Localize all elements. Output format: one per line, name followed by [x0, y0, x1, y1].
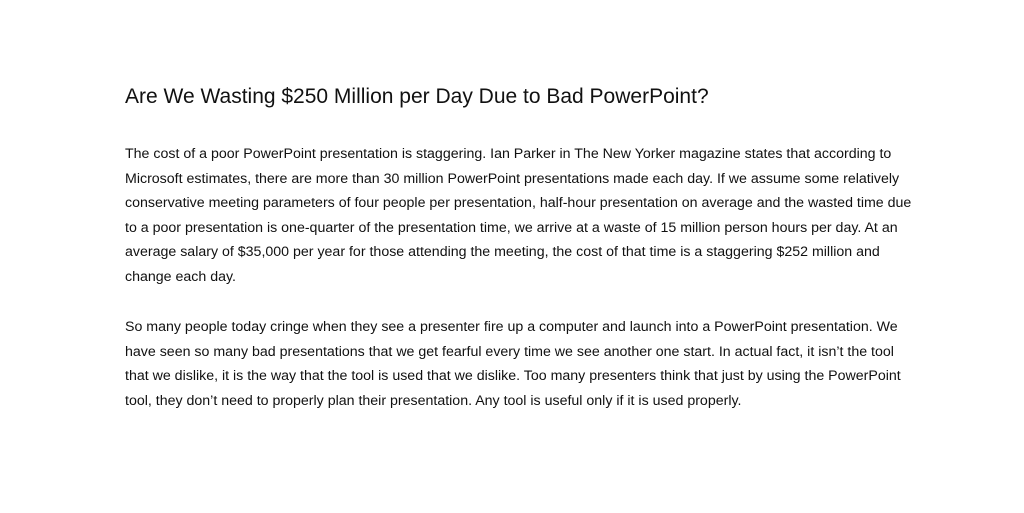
paragraph-cost: The cost of a poor PowerPoint presentation is staggering. Ian Parker in The New Yorker magazine states that according to Microsoft estimates, there are more than 30 million PowerPoint presentations made each day. If we assume some relatively conservative meeting parameters of four people per presentation, half-hour presentation on average and the wasted time due to a poor presentation is one-quarter of the presentation time, we arrive at a waste of 15 million person hours per day. At an average salary of $35,000 per year for those attending the meeting, the cost of that time is a staggering $252 million and change each day. [125, 146, 912, 285]
document-page [125, 82, 915, 413]
paragraph-cringe: So many people today cringe when they see a presenter fire up a computer and launch into a PowerPoint presentation. We have seen so many bad presentations that we get fearful every time we see another one start. In actual fact, it isn’t the tool that we dislike, it is the way that the tool is used that we dislike. Too many presenters think that just by using the PowerPoint tool, they don’t need to properly plan their presentation. Any tool is useful only if it is used properly. [125, 319, 901, 409]
document-title: Are We Wasting $250 Million per Day Due to Bad PowerPoint? [125, 85, 709, 108]
